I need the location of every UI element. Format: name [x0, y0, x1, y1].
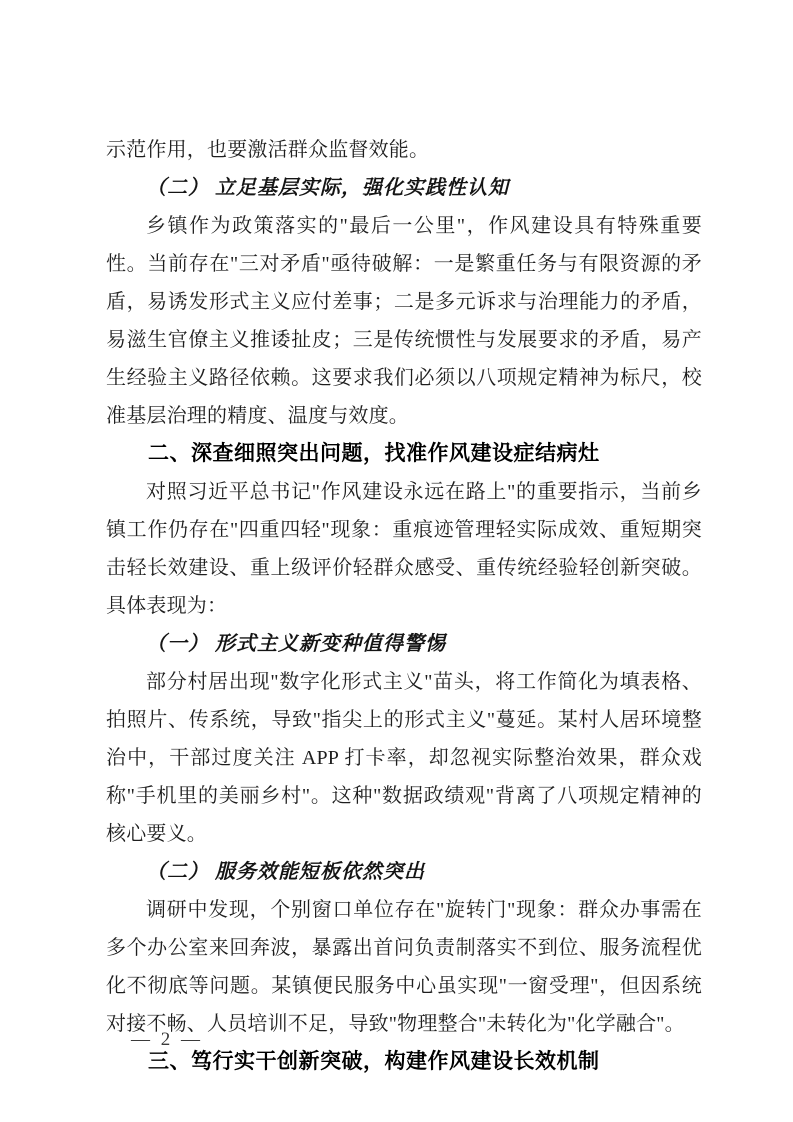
- section-heading-2-examine-problems: 二、深查细照突出问题，找准作风建设症结病灶: [148, 442, 600, 465]
- sub-heading-2-standing-on-grassroots: （二） 立足基层实际，强化实践性认知: [146, 177, 509, 199]
- paragraph-three-contradictions: 乡镇作为政策落实的"最后一公里"，作风建设具有特殊重要性。当前存在"三对矛盾"亟待破解：一是繁重任务与有限资源的矛盾，易诱发形式主义应付差事；二是多元诉求与治理能力的矛盾，易滋生官僚主义推诿扯皮；三是传统惯性与发展要求的矛盾，易产生经验主义路径依赖。这要求我们必须以八项规定精神为标尺，校准基层治理的精度、温度与效度。: [106, 215, 702, 427]
- page-number: — 2 —: [131, 1029, 203, 1050]
- paragraph-continuation: 示范作用，也要激活群众监督效能。: [106, 139, 430, 161]
- section-heading-3-long-term-mechanism: 三、笃行实干创新突破，构建作风建设长效机制: [148, 1050, 600, 1073]
- paragraph-digital-formalism: 部分村居出现"数字化形式主义"苗头，将工作简化为填表格、拍照片、传系统，导致"指尖上的形式主义"蔓延。某村人居环境整治中，干部过度关注 APP 打卡率，却忽视实际整治效果，群众戏称"手机里的美丽乡村"。这种"数据政绩观"背离了八项规定精神的核心要义。: [106, 671, 702, 845]
- paragraph-revolving-door: 调研中发现，个别窗口单位存在"旋转门"现象：群众办事需在多个办公室来回奔波，暴露出首问负责制落实不到位、服务流程优化不彻底等问题。某镇便民服务中心虽实现"一窗受理"，但因系统对接不畅、人员培训不足，导致"物理整合"未转化为"化学融合"。: [106, 899, 702, 1035]
- sub-heading-1-formalism-variants: （一） 形式主义新变种值得警惕: [146, 633, 446, 655]
- paragraph-four-heavy-four-light: 对照习近平总书记"作风建设永远在路上"的重要指示，当前乡镇工作仍存在"四重四轻"现象：重痕迹管理轻实际成效、重短期突击轻长效建设、重上级评价轻群众感受、重传统经验轻创新突破。具体表现为：: [106, 481, 702, 617]
- document-body: [106, 131, 702, 1081]
- sub-heading-2-service-shortcomings: （二） 服务效能短板依然突出: [146, 861, 425, 883]
